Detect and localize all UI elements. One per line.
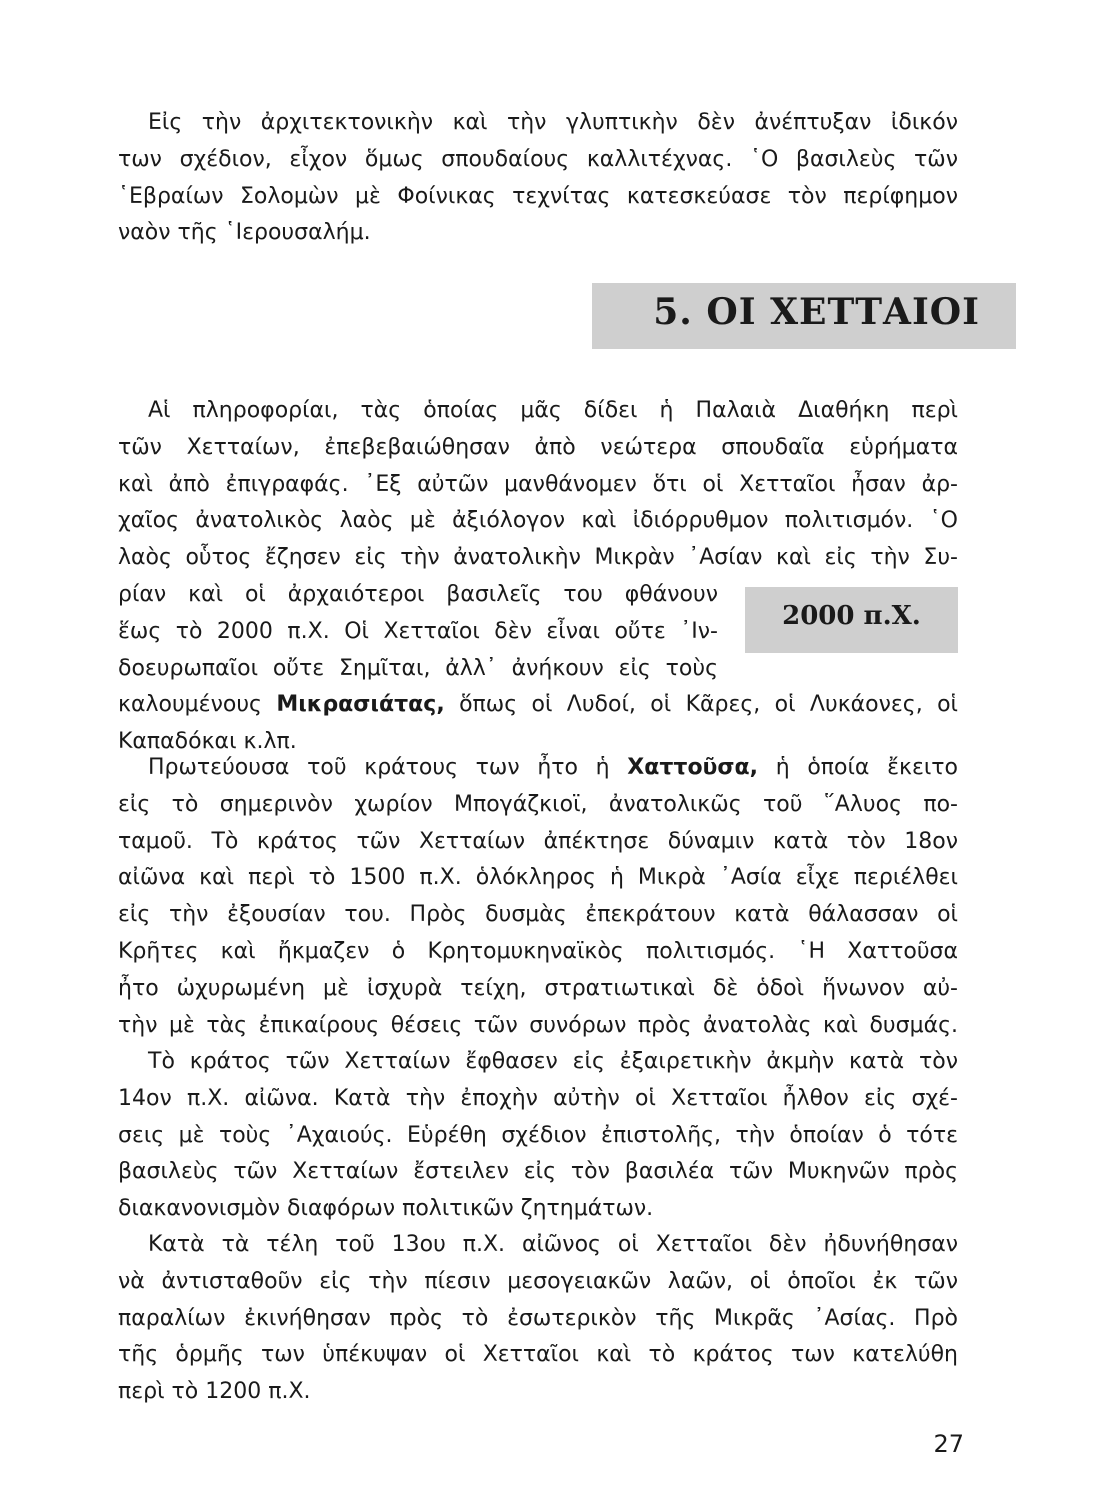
text-line: Εἰς τὴν ἀρχιτεκτονικὴν καὶ τὴν γλυπτικὴν δὲν ἀνέπτυξαν ἰδικόν xyxy=(148,110,958,135)
text-fragment: καλουμένους xyxy=(118,692,277,718)
text-fragment: Πρωτεύουσα τοῦ κράτους των ἦτο ἡ xyxy=(148,755,628,780)
text-line: λαὸς οὗτος ἔζησεν εἰς τὴν ἀνατολικὴν Μικρὰν ᾿Ασίαν καὶ εἰς τὴν Συ- xyxy=(118,545,958,571)
text-line: Καπαδόκαι κ.λπ. xyxy=(118,729,297,755)
text-line: βασιλεὺς τῶν Χετταίων ἔστειλεν εἰς τὸν βασιλέα τῶν Μυκηνῶν πρὸς xyxy=(118,1159,958,1185)
text-line: ἕως τὸ 2000 π.Χ. Οἱ Χετταῖοι δὲν εἶναι οὔτε ᾿Ιν- xyxy=(118,618,718,644)
text-line: Αἱ πληροφορίαι, τὰς ὁποίας μᾶς δίδει ἡ Παλαιὰ Διαθήκη περὶ xyxy=(148,398,958,423)
text-line xyxy=(118,687,958,724)
text-line: ναὸν τῆς ῾Ιερουσαλήμ. xyxy=(118,220,371,246)
text-line: 14ον π.Χ. αἰῶνα. Κατὰ τὴν ἐποχὴν αὐτὴν οἱ Χετταῖοι ἦλθον εἰς σχέ- xyxy=(118,1085,958,1111)
text-line: εἰς τὸ σημερινὸν χωρίον Μπογάζκιοϊ, ἀνατολικῶς τοῦ ῞Αλυος πο- xyxy=(118,791,958,817)
text-line: Τὸ κράτος τῶν Χετταίων ἔφθασεν εἰς ἐξαιρετικὴν ἀκμὴν κατὰ τὸν xyxy=(148,1049,958,1074)
bold-term-mikrasiatas: Μικρασιάτας, xyxy=(276,692,445,718)
text-line: τὴν μὲ τὰς ἐπικαίρους θέσεις τῶν συνόρων πρὸς ἀνατολὰς καὶ δυσμάς. xyxy=(118,1012,958,1038)
paragraph-peak xyxy=(118,1044,958,1228)
text-line: χαῖος ἀνατολικὸς λαὸς μὲ ἀξιόλογον καὶ ἰδιόρρυθμον πολιτισμόν. ῾Ο xyxy=(118,508,958,534)
text-line: ρίαν καὶ οἱ ἀρχαιότεροι βασιλεῖς του φθάνουν xyxy=(118,581,718,607)
paragraph-hattusa xyxy=(118,750,958,1044)
text-line: τῆς ὁρμῆς των ὑπέκυψαν οἱ Χετταῖοι καὶ τὸ κράτος των κατελύθη xyxy=(118,1342,958,1368)
text-line: εἰς τὴν ἐξουσίαν του. Πρὸς δυσμὰς ἐπεκράτουν κατὰ θάλασσαν οἱ xyxy=(118,902,958,928)
text-line: Κατὰ τὰ τέλη τοῦ 13ου π.Χ. αἰῶνος οἱ Χετταῖοι δὲν ἠδυνήθησαν xyxy=(148,1232,958,1257)
paragraph-decline xyxy=(118,1227,958,1411)
text-line: νὰ ἀντισταθοῦν εἰς τὴν πίεσιν μεσογειακῶν λαῶν, οἱ ὁποῖοι ἐκ τῶν xyxy=(118,1268,958,1294)
bold-term-hattusa: Χαττοῦσα, xyxy=(627,755,759,780)
text-line: ῾Εβραίων Σολομὼν μὲ Φοίνικας τεχνίτας κατεσκεύασε τὸν περίφημον xyxy=(118,183,958,209)
section-heading-band xyxy=(592,283,1016,349)
text-line: διακανονισμὸν διαφόρων πολιτικῶν ζητημάτων. xyxy=(118,1196,654,1222)
text-line xyxy=(118,750,958,787)
text-line: τῶν Χετταίων, ἐπεβεβαιώθησαν ἀπὸ νεώτερα σπουδαῖα εὑρήματα xyxy=(118,434,958,460)
paragraph-hittite-sources xyxy=(118,393,958,761)
section-heading: 5. ΟΙ ΧΕΤΤΑΙΟΙ xyxy=(653,291,980,333)
text-fragment: ἡ ὁποία ἔκειτο xyxy=(758,755,959,780)
page-number: 27 xyxy=(933,1430,964,1458)
date-margin-box xyxy=(745,587,958,653)
text-line: αἰῶνα καὶ περὶ τὸ 1500 π.Χ. ὁλόκληρος ἡ Μικρὰ ᾿Ασία εἶχε περιέλθει xyxy=(118,865,958,891)
text-line: δοευρωπαῖοι οὔτε Σημῖται, ἀλλ᾿ ἀνήκουν εἰς τοὺς xyxy=(118,655,718,681)
text-line: περὶ τὸ 1200 π.Χ. xyxy=(118,1379,311,1405)
text-fragment: ὅπως οἱ Λυδοί, οἱ Κᾶρες, οἱ Λυκάονες, οἱ xyxy=(444,692,958,718)
date-label: 2000 π.Χ. xyxy=(782,601,921,631)
paragraph-architecture xyxy=(118,105,958,252)
text-line: ταμοῦ. Τὸ κράτος τῶν Χετταίων ἀπέκτησε δύναμιν κατὰ τὸν 18ον xyxy=(118,828,958,854)
text-line: παραλίων ἐκινήθησαν πρὸς τὸ ἐσωτερικὸν τῆς Μικρᾶς ᾿Ασίας. Πρὸ xyxy=(118,1305,958,1331)
text-line: των σχέδιον, εἶχον ὅμως σπουδαίους καλλιτέχνας. ῾Ο βασιλεὺς τῶν xyxy=(118,146,958,172)
text-line: Κρῆτες καὶ ἤκμαζεν ὁ Κρητομυκηναϊκὸς πολιτισμός. ῾Η Χαττοῦσα xyxy=(118,938,958,964)
text-line: ἦτο ὠχυρωμένη μὲ ἰσχυρὰ τείχη, στρατιωτικαὶ δὲ ὁδοὶ ἥνωνον αὐ- xyxy=(118,975,958,1001)
text-line: σεις μὲ τοὺς ᾿Αχαιούς. Εὑρέθη σχέδιον ἐπιστολῆς, τὴν ὁποίαν ὁ τότε xyxy=(118,1122,958,1148)
text-line: καὶ ἀπὸ ἐπιγραφάς. ᾿Εξ αὐτῶν μανθάνομεν ὅτι οἱ Χετταῖοι ἦσαν ἀρ- xyxy=(118,471,958,497)
